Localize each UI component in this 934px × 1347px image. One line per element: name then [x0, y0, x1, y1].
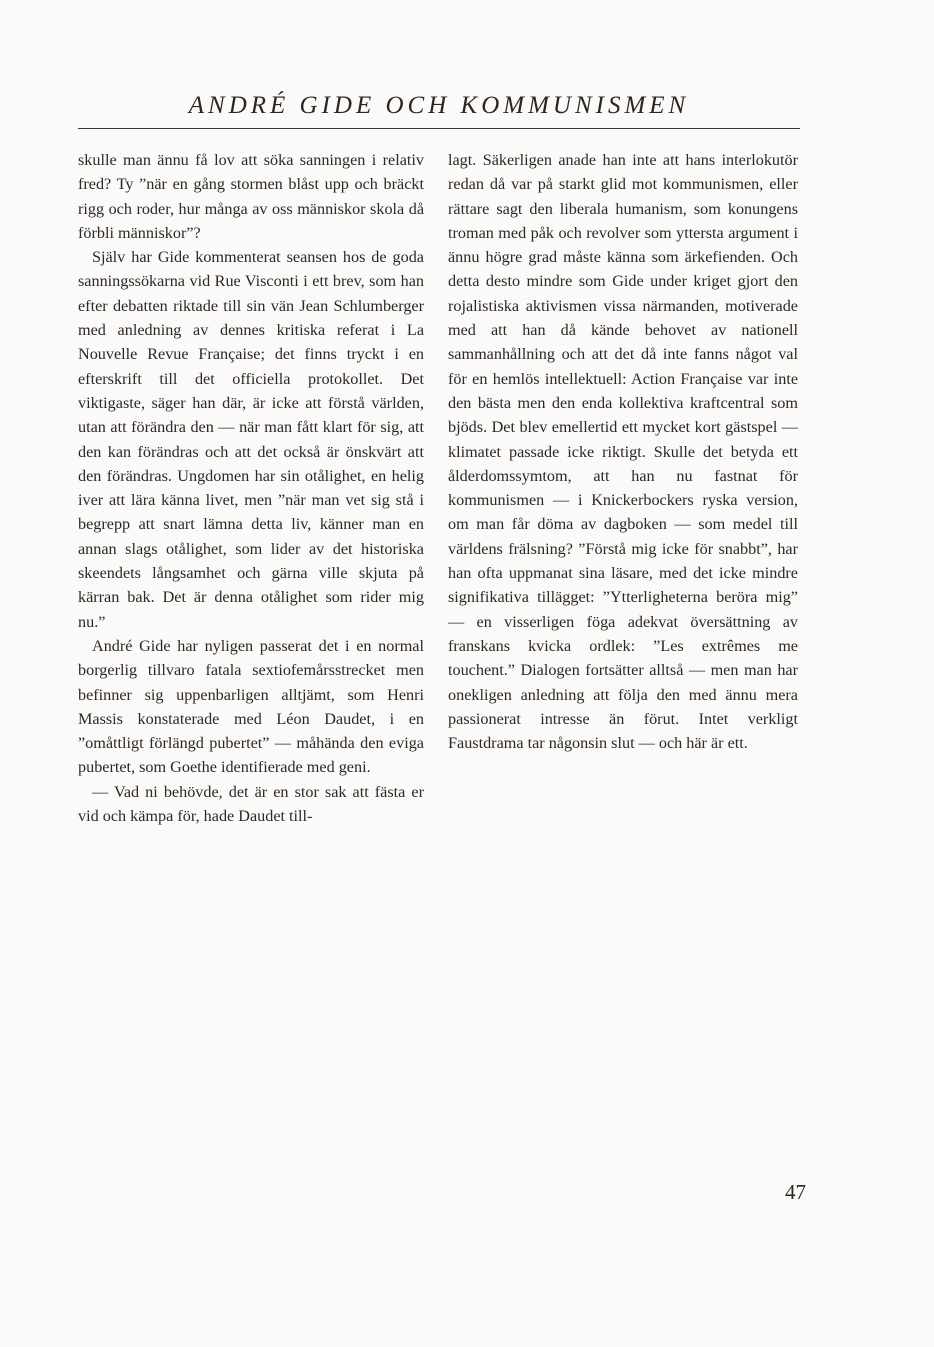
left-paragraph-3: André Gide har nyligen passerat det i en normal borgerlig tillvaro fatala sextiofemårsstrecket men befinner sig uppenbarligen alltjämt, som Henri Massis konstaterade med Léon Daudet, i en ”omåttligt förlängd pubertet” — måhända den eviga pubertet, som Goethe identifierade med geni.: [78, 636, 424, 777]
left-column: [78, 148, 424, 828]
header-rule: [78, 128, 800, 129]
right-paragraph-1: lagt. Säkerligen anade han inte att hans interlokutör redan då var på starkt glid mot kommunismen, eller rättare sagt den liberala humanism, som konungens troman med påk och revolver som yttersta argument i ännu högre grad måste känna som ärkefienden. Och detta desto mindre som Gide under kriget gjort den rojalistiska aktivismen vissa närmanden, motiverade med att han då kände behovet av nationell sammanhållning och att det då inte fanns något val för en hemlös intellektuell: Action Française var inte den bästa men den enda kollektiva kraftcentral som bjöds. Det blev emellertid ett mycket kort gästspel — klimatet passade icke riktigt. Skulle det betyda ett ålderdomssymtom, att han nu fastnat för kommunismen — i Knickerbockers ryska version, om man får döma av dagboken — som medel till världens frälsning? ”Förstå mig icke för snabbt”, har han ofta uppmanat sina läsare, med det icke mindre signifikativa tillägget: ”Ytterligheterna beröra mig” — en visserligen föga adekvat översättning av franskans kvicka ordlek: ”Les extrêmes me touchent.” Dialogen fortsätter alltså — men man har onekligen anledning att följa den med ännu mera passionerat intresse än förut. Intet verkligt Faustdrama tar någonsin slut — och här är ett.: [448, 151, 798, 753]
left-paragraph-4: — Vad ni behövde, det är en stor sak att fästa er vid och kämpa för, hade Daudet till-: [78, 782, 424, 826]
page-number: 47: [785, 1180, 806, 1204]
left-paragraph-2: Själv har Gide kommenterat seansen hos de goda sanningssökarna vid Rue Visconti i ett brev, som han efter debatten riktade till sin vän Jean Schlumberger med anledning av dennes kritiska referat i La Nouvelle Revue Française; det finns tryckt i en efterskrift till det officiella protokollet. Det viktigaste, säger han där, är icke att förstå världen, utan att förändra den — när man fått klart för sig, att den kan förändras och att det också är önskvärt att den förändras. Ungdomen har sin otålighet, en helig iver att lära känna livet, men ”när man vet sig stå i begrepp att snart lämna detta liv, känner man en annan slags otålighet, som lider av det historiska skeendets långsamhet och gärna ville skjuta på kärran bak. Det är denna otålighet som rider mig nu.”: [78, 248, 424, 631]
left-paragraph-1: skulle man ännu få lov att söka sanningen i relativ fred? Ty ”när en gång stormen blåst upp och bräckt rigg och roder, hur många av oss människor skola då förbli människor”?: [78, 151, 424, 242]
running-title: ANDRÉ GIDE OCH KOMMUNISMEN: [188, 92, 690, 119]
right-column: [448, 148, 798, 755]
